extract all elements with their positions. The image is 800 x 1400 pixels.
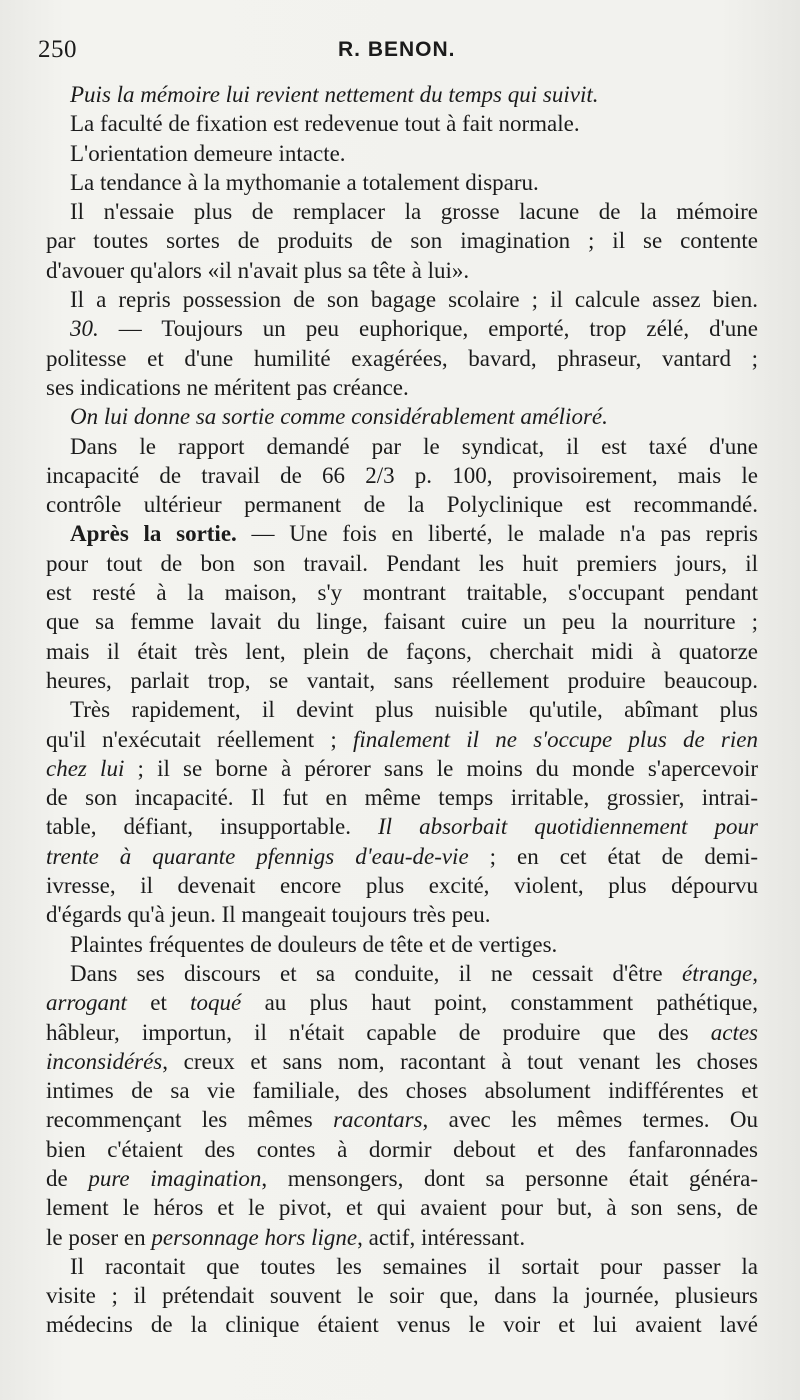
running-head: R. BENON. (338, 38, 456, 61)
text-line (46, 959, 758, 988)
text-line (46, 695, 758, 724)
text-span: — Toujours un peu euphorique, emporté, trop zélé, d'une (98, 316, 758, 342)
text-span: politesse et d'une humilité exagérées, bavard, phraseur, vantard ; (46, 345, 758, 371)
text-span: recommençant les mêmes (46, 1107, 334, 1133)
text-line (46, 139, 758, 168)
text-line (46, 871, 758, 900)
text-line (46, 226, 758, 255)
text-span: Il racontait que toutes les semaines il sortait pour passer la (70, 1253, 758, 1279)
text-line (46, 1193, 758, 1222)
text-line (46, 490, 758, 519)
italic-span: inconsidérés (46, 1048, 163, 1074)
text-line (46, 314, 758, 343)
italic-span: racontars (333, 1107, 423, 1133)
italic-span: trente à quarante pfennigs d'eau-de-vie (46, 843, 469, 869)
text-line (46, 812, 758, 841)
text-span: d'avouer qu'alors «il n'avait plus sa tête à lui». (46, 257, 470, 283)
text-span: , creux et sans nom, racontant à tout venant les choses (162, 1048, 758, 1074)
text-span: médecins de la clinique étaient venus le voir et lui avaient lavé (46, 1312, 758, 1338)
italic-span: On lui donne sa sortie comme considérablement amélioré. (70, 404, 608, 430)
text-span: Il a repris possession de son bagage scolaire ; il calcule assez bien. (70, 287, 758, 313)
text-span: le poser en (46, 1224, 152, 1250)
text-line (46, 607, 758, 636)
text-line (46, 373, 758, 402)
italic-span: arrogant (46, 990, 127, 1016)
page-header (38, 36, 752, 70)
text-span: Dans ses discours et sa conduite, il ne cessait d'être (70, 960, 682, 986)
text-line (46, 256, 758, 285)
italic-span: actes (710, 1019, 758, 1045)
text-span: et (126, 990, 191, 1016)
text-span: que sa femme lavait du linge, faisant cuire un peu la nourriture ; (46, 609, 758, 635)
text-line (46, 988, 758, 1017)
text-span: Il n'essaie plus de remplacer la grosse lacune de la mémoire (70, 199, 758, 225)
text-line (46, 666, 758, 695)
text-span: , mensongers, dont sa personne était généra- (261, 1165, 758, 1191)
page-number: 250 (38, 36, 77, 63)
text-span: d'égards qu'à jeun. Il mangeait toujours très peu. (46, 902, 491, 928)
text-span: ivresse, il devenait encore plus excité, violent, plus dépourvu (46, 873, 758, 899)
text-span: visite ; il prétendait souvent le soir que, dans la journée, plusieurs (46, 1283, 758, 1309)
text-span: incapacité de travail de 66 2/3 p. 100, provisoirement, mais le (46, 462, 758, 488)
text-line (46, 1310, 758, 1339)
text-span: ; il se borne à pérorer sans le moins du monde s'apercevoir (124, 755, 758, 781)
text-line (46, 725, 758, 754)
text-line (46, 1135, 758, 1164)
text-span: lement le héros et le pivot, et qui avaient pour but, à son sens, de (46, 1195, 758, 1221)
text-line (46, 1252, 758, 1281)
bold-span: Après la sortie. (70, 521, 237, 547)
text-line (46, 402, 758, 431)
text-line (46, 80, 758, 109)
text-line (46, 432, 758, 461)
italic-span: étrange, (681, 960, 758, 986)
text-line (46, 461, 758, 490)
text-line (46, 1076, 758, 1105)
italic-span: Puis la mémoire lui revient nettement du temps qui suivit. (70, 82, 599, 107)
text-line (46, 842, 758, 871)
text-line (46, 578, 758, 607)
text-span: Dans le rapport demandé par le syndicat, il est taxé d'une (70, 433, 758, 459)
text-span: Plaintes fréquentes de douleurs de tête et de vertiges. (70, 931, 558, 957)
text-line (46, 1223, 758, 1252)
text-line (46, 900, 758, 929)
text-span: , actif, intéressant. (357, 1224, 526, 1250)
text-span: contrôle ultérieur permanent de la Polyclinique est recommandé. (46, 492, 758, 518)
text-span: est resté à la maison, s'y montrant traitable, s'occupant pendant (46, 580, 758, 606)
text-line (46, 197, 758, 226)
text-line (46, 1281, 758, 1310)
italic-span: Il absorbait quotidiennement pour (378, 814, 758, 840)
text-line (46, 285, 758, 314)
text-span: ses indications ne méritent pas créance. (46, 374, 409, 400)
text-line (46, 637, 758, 666)
text-span: Très rapidement, il devint plus nuisible qu'utile, abîmant plus (70, 697, 758, 723)
text-line (46, 930, 758, 959)
text-span: heures, parlait trop, se vantait, sans réellement produire beaucoup. (46, 667, 758, 693)
text-line (46, 754, 758, 783)
italic-span: toqué (190, 990, 242, 1016)
text-line (46, 1047, 758, 1076)
text-span: La faculté de fixation est redevenue tout à fait normale. (70, 111, 580, 137)
text-span: mais il était très lent, plein de façons, cherchait midi à quatorze (46, 638, 758, 664)
italic-span: chez lui (46, 755, 125, 781)
text-line (46, 549, 758, 578)
text-span: hâbleur, importun, il n'était capable de produire que des (46, 1019, 711, 1045)
text-span: bien c'étaient des contes à dormir debout et des fanfaronnades (46, 1136, 758, 1162)
text-line (46, 168, 758, 197)
italic-span: personnage hors ligne (151, 1224, 358, 1250)
text-line (46, 783, 758, 812)
text-span: — Une fois en liberté, le malade n'a pas repris (236, 521, 758, 547)
text-line (46, 1105, 758, 1134)
text-span: table, défiant, insupportable. (46, 814, 379, 840)
text-line (46, 519, 758, 548)
text-span: qu'il n'exécutait réellement ; (46, 726, 353, 752)
text-line (46, 109, 758, 138)
text-line (46, 1018, 758, 1047)
text-span: au plus haut point, constamment pathétique, (241, 990, 758, 1016)
text-line (46, 344, 758, 373)
text-line (46, 1164, 758, 1193)
text-span: par toutes sortes de produits de son imagination ; il se contente (46, 228, 758, 254)
text-span: La tendance à la mythomanie a totalement disparu. (70, 169, 539, 195)
text-span: de (46, 1165, 89, 1191)
text-span: L'orientation demeure intacte. (70, 140, 346, 166)
text-span: , avec les mêmes termes. Ou (422, 1107, 758, 1133)
text-span: intimes de sa vie familiale, des choses absolument indifférentes et (46, 1078, 758, 1104)
italic-span: pure imagination (88, 1165, 262, 1191)
text-span: de son incapacité. Il fut en même temps irritable, grossier, intrai- (46, 785, 758, 811)
body-text (46, 80, 758, 1340)
italic-span: 30. (70, 316, 99, 342)
text-span: pour tout de bon son travail. Pendant les huit premiers jours, il (46, 550, 758, 576)
text-span: ; en cet état de demi- (468, 843, 758, 869)
italic-span: finalement il ne s'occupe plus de rien (352, 726, 758, 752)
